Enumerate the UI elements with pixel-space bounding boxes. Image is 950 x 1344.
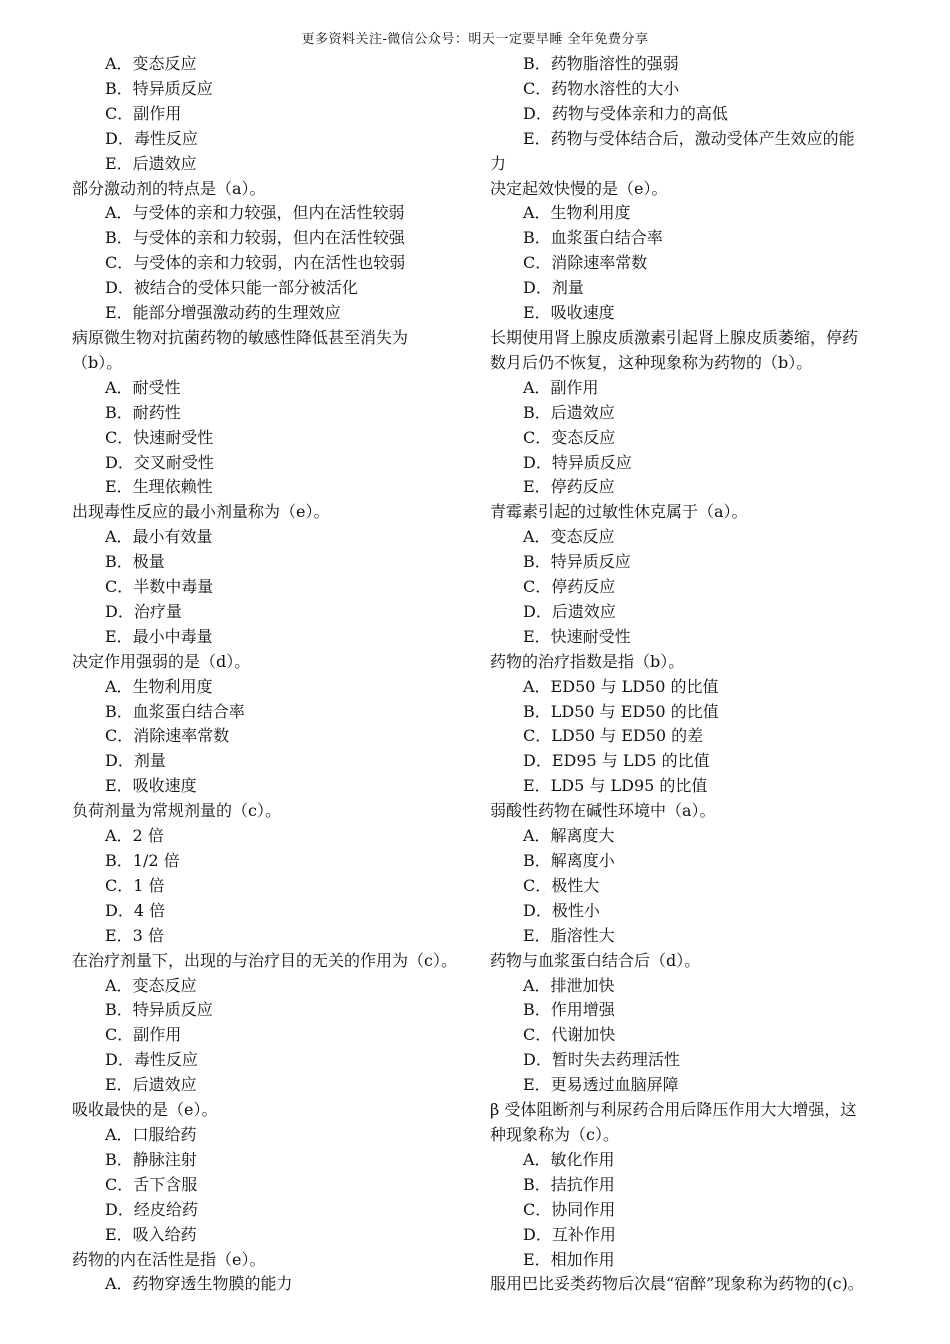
page-header: 更多资料关注-微信公众号：明天一定要早睡 全年免费分享	[301, 32, 649, 47]
answer-option: D．4 倍	[105, 900, 166, 920]
answer-option: D．毒性反应	[105, 1050, 198, 1070]
question-stem: β 受体阻断剂与利尿药合用后降压作用大大增强，这	[490, 1100, 857, 1120]
question-stem: 负荷剂量为常规剂量的（c）。	[72, 801, 281, 821]
answer-option: B．药物脂溶性的强弱	[523, 54, 679, 73]
answer-option: E．吸收速度	[523, 303, 615, 323]
answer-option: A．敏化作用	[523, 1149, 615, 1169]
answer-option: A．口服给药	[105, 1124, 197, 1144]
question-stem: 在治疗剂量下，出现的与治疗目的无关的作用为（c）。	[72, 950, 457, 970]
answer-option: B．拮抗作用	[523, 1174, 615, 1194]
answer-option: B．解离度小	[523, 851, 615, 870]
answer-option: D．暂时失去药理活性	[523, 1050, 680, 1070]
answer-option: E．能部分增强激动药的生理效应	[105, 303, 341, 323]
answer-option: C．极性大	[523, 875, 600, 895]
answer-option: E．LD5 与 LD95 的比值	[523, 776, 708, 796]
answer-option: D．毒性反应	[105, 128, 198, 148]
answer-option: B．特异质反应	[105, 1000, 213, 1020]
answer-option: A．2 倍	[105, 826, 164, 846]
question-stem: 病原微生物对抗菌药物的敏感性降低甚至消失为	[72, 327, 409, 347]
answer-option: C．LD50 与 ED50 的差	[523, 726, 704, 746]
answer-option: A．副作用	[523, 377, 599, 397]
answer-option: A．ED50 与 LD50 的比值	[523, 676, 719, 696]
question-stem: 决定起效快慢的是（e）。	[490, 178, 668, 198]
answer-option: E．后遗效应	[105, 1075, 197, 1095]
question-stem: 力	[490, 153, 507, 173]
answer-option: B．血浆蛋白结合率	[523, 228, 663, 248]
question-stem: 部分激动剂的特点是（a）。	[72, 178, 266, 198]
answer-option: E．停药反应	[523, 477, 615, 497]
answer-option: C．消除速率常数	[105, 726, 230, 746]
answer-option: C．协同作用	[523, 1199, 616, 1219]
question-stem: 药物的治疗指数是指（b）。	[490, 651, 685, 671]
answer-option: E．3 倍	[105, 925, 164, 945]
answer-option: B．与受体的亲和力较弱，但内在活性较强	[105, 228, 405, 248]
question-stem: 长期使用肾上腺皮质激素引起肾上腺皮质萎缩，停药	[490, 327, 859, 347]
answer-option: C．药物水溶性的大小	[523, 78, 680, 98]
answer-option: D．特异质反应	[523, 452, 632, 472]
answer-option: D．剂量	[105, 751, 166, 771]
answer-option: B．1/2 倍	[105, 851, 180, 870]
question-stem: 青霉素引起的过敏性休克属于（a）。	[490, 502, 748, 522]
question-stem: 决定作用强弱的是（d）。	[72, 651, 251, 671]
answer-option: E．脂溶性大	[523, 925, 615, 945]
question-stem: 药物的内在活性是指（e）。	[72, 1249, 266, 1269]
answer-option: A．变态反应	[523, 527, 615, 547]
answer-option: D．经皮给药	[105, 1199, 198, 1219]
answer-option: C．半数中毒量	[105, 577, 214, 597]
answer-option: E．吸收速度	[105, 776, 197, 796]
right-column	[490, 52, 890, 1297]
answer-option: E．更易透过血脑屏障	[523, 1075, 679, 1095]
answer-option: A．变态反应	[105, 54, 197, 73]
answer-option: C．消除速率常数	[523, 253, 648, 273]
question-stem: 种现象称为（c）。	[490, 1124, 619, 1144]
answer-option: E．药物与受体结合后，激动受体产生效应的能	[523, 128, 855, 148]
answer-option: C．与受体的亲和力较弱，内在活性也较弱	[105, 253, 406, 273]
answer-option: A．变态反应	[105, 975, 197, 995]
answer-option: C．变态反应	[523, 427, 616, 447]
answer-option: C．副作用	[105, 103, 182, 123]
answer-option: D．被结合的受体只能一部分被活化	[105, 278, 358, 298]
answer-option: A．生物利用度	[523, 203, 631, 223]
answer-option: B．作用增强	[523, 1000, 615, 1020]
answer-option: C．舌下含服	[105, 1174, 198, 1194]
answer-option: C．1 倍	[105, 875, 165, 895]
answer-option: B．特异质反应	[523, 552, 631, 572]
answer-option: D．交叉耐受性	[105, 452, 214, 472]
answer-option: D．药物与受体亲和力的高低	[523, 103, 728, 123]
answer-option: B．耐药性	[105, 402, 181, 422]
answer-option: C．快速耐受性	[105, 427, 214, 447]
answer-option: D．ED95 与 LD5 的比值	[523, 751, 710, 771]
answer-option: A．与受体的亲和力较强，但内在活性较弱	[105, 203, 405, 223]
answer-option: D．极性小	[523, 900, 600, 920]
answer-option: B．后遗效应	[523, 402, 615, 422]
answer-option: B．静脉注射	[105, 1149, 197, 1169]
answer-option: B．血浆蛋白结合率	[105, 701, 245, 721]
question-stem: （b）。	[72, 352, 123, 372]
answer-option: B．极量	[105, 552, 165, 572]
answer-option: A．生物利用度	[105, 676, 213, 696]
question-stem: 药物与血浆蛋白结合后（d）。	[490, 950, 701, 970]
answer-option: A．排泄加快	[523, 975, 615, 995]
left-column	[72, 52, 472, 1297]
answer-option: E．快速耐受性	[523, 626, 631, 646]
answer-option: A．耐受性	[105, 377, 181, 397]
answer-option: A．解离度大	[523, 826, 615, 846]
answer-option: E．最小中毒量	[105, 626, 213, 646]
answer-option: D．治疗量	[105, 601, 182, 621]
answer-option: A．最小有效量	[105, 527, 213, 547]
question-stem: 数月后仍不恢复，这种现象称为药物的（b）。	[490, 352, 813, 372]
answer-option: E．吸入给药	[105, 1224, 197, 1244]
answer-option: B．特异质反应	[105, 78, 213, 98]
answer-option: A．药物穿透生物膜的能力	[105, 1274, 293, 1294]
answer-option: C．副作用	[105, 1025, 182, 1045]
answer-option: D．剂量	[523, 278, 584, 298]
answer-option: E．生理依赖性	[105, 477, 213, 497]
question-stem: 出现毒性反应的最小剂量称为（e）。	[72, 502, 330, 522]
answer-option: C．代谢加快	[523, 1025, 616, 1045]
answer-option: D．互补作用	[523, 1224, 616, 1244]
question-stem: 服用巴比妥类药物后次晨“宿醉”现象称为药物的(c)。	[490, 1274, 864, 1294]
question-stem: 吸收最快的是（e）。	[72, 1100, 218, 1120]
answer-option: E．相加作用	[523, 1249, 615, 1269]
answer-option: E．后遗效应	[105, 153, 197, 173]
answer-option: B．LD50 与 ED50 的比值	[523, 701, 719, 721]
answer-option: D．后遗效应	[523, 601, 616, 621]
answer-option: C．停药反应	[523, 577, 616, 597]
question-stem: 弱酸性药物在碱性环境中（a）。	[490, 801, 716, 821]
